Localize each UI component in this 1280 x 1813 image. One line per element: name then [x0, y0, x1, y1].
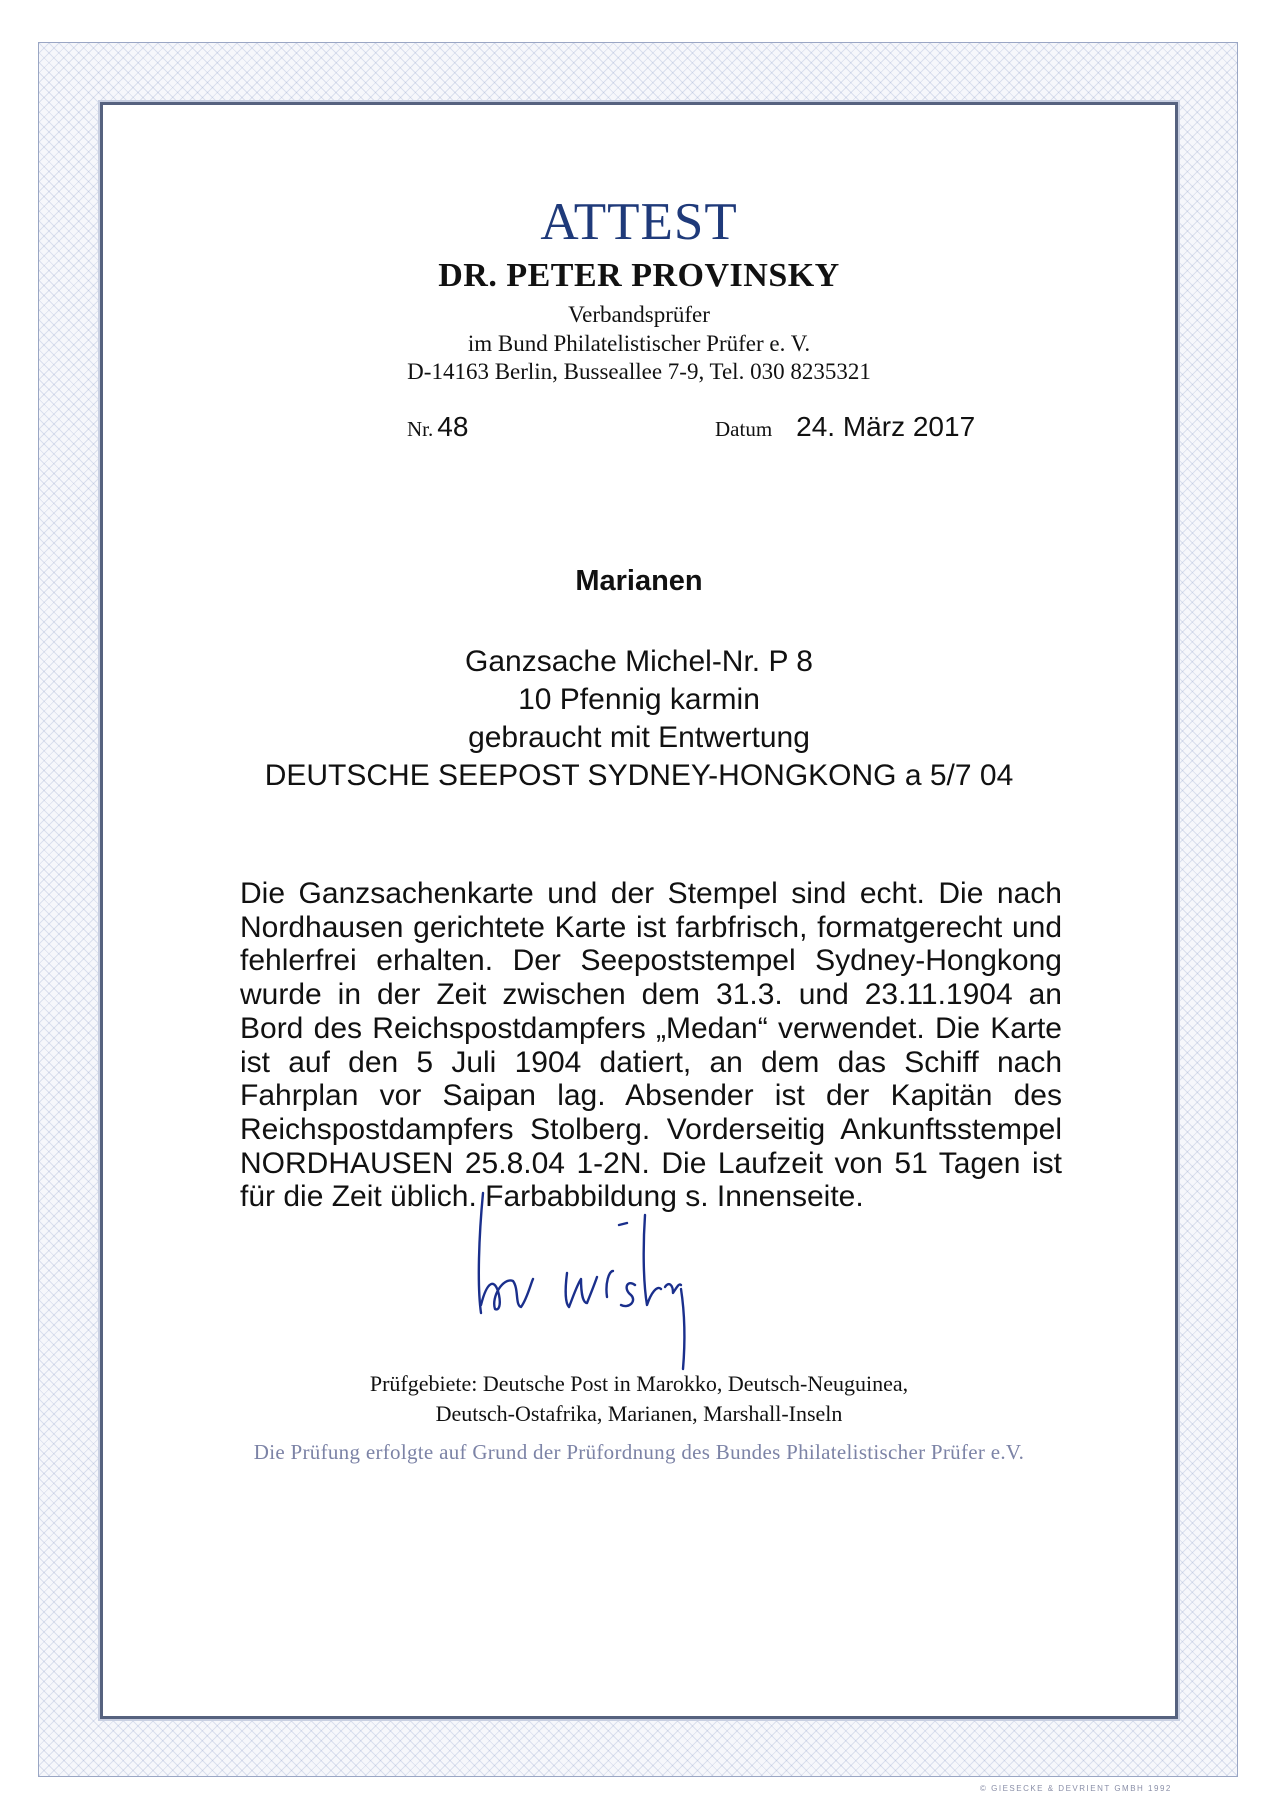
examination-rules-note: Die Prüfung erfolgte auf Grund der Prüfordnung des Bundes Philatelistischer Prüfer e.V.	[253, 1440, 1025, 1464]
date-value: 24. März 2017	[796, 411, 976, 442]
number-value: 48	[437, 411, 469, 442]
examination-areas-line-2: Deutsch-Ostafrika, Marianen, Marshall-Inseln	[435, 1401, 843, 1426]
subject-line-3: gebraucht mit Entwertung	[468, 721, 810, 754]
date-label: Datum	[715, 417, 773, 441]
certificate-body: Die Ganzsachenkarte und der Stempel sind echt. Die nach Nordhausen gerichtete Karte ist farbfrisch, formatgerecht und fehlerfrei erhalten. Der Seepoststempel Sydney-Hongkong wurde in der Zeit zwischen dem 31.3. und 23.11.1904 an Bord des Reichspostdampfers „Medan“ verwendet. Die Karte ist auf den 5 Juli 1904 datiert, an dem das Schiff nach Fahrplan vor Saipan lag. Absender ist der Kapitän des Reichspostdampfers Stolberg. Vorderseitig Ankunftsstempel NORDHAUSEN 25.8.04 1-2N. Die Laufzeit von 51 Tagen ist für die Zeit üblich. Farbabbildung s. Innenseite.	[240, 877, 1062, 1214]
examiner-address: D-14163 Berlin, Busseallee 7-9, Tel. 030 8235321	[407, 359, 871, 384]
examination-areas-line-1: Prüfgebiete: Deutsche Post in Marokko, Deutsch-Neuguinea,	[369, 1371, 909, 1396]
examiner-role: Verbandsprüfer	[568, 302, 710, 327]
subject-line-4: DEUTSCHE SEEPOST SYDNEY-HONGKONG a 5/7 04	[264, 759, 1014, 792]
certificate-title: ATTEST	[540, 193, 738, 251]
handwritten-signature	[473, 1185, 733, 1380]
examiner-name: DR. PETER PROVINSKY	[438, 257, 840, 294]
number-label: Nr.	[407, 417, 434, 441]
certificate-number	[407, 411, 468, 443]
examiner-association: im Bund Philatelistischer Prüfer e. V.	[467, 331, 811, 356]
subject-line-1: Ganzsache Michel-Nr. P 8	[465, 645, 813, 678]
subject-heading: Marianen	[575, 565, 703, 597]
subject-line-2: 10 Pfennig karmin	[518, 683, 760, 716]
printer-imprint: © GIESECKE & DEVRIENT GMBH 1992	[980, 1784, 1172, 1793]
signature-icon	[473, 1185, 733, 1375]
certificate-date	[715, 411, 975, 443]
certificate-panel	[100, 102, 1178, 1719]
